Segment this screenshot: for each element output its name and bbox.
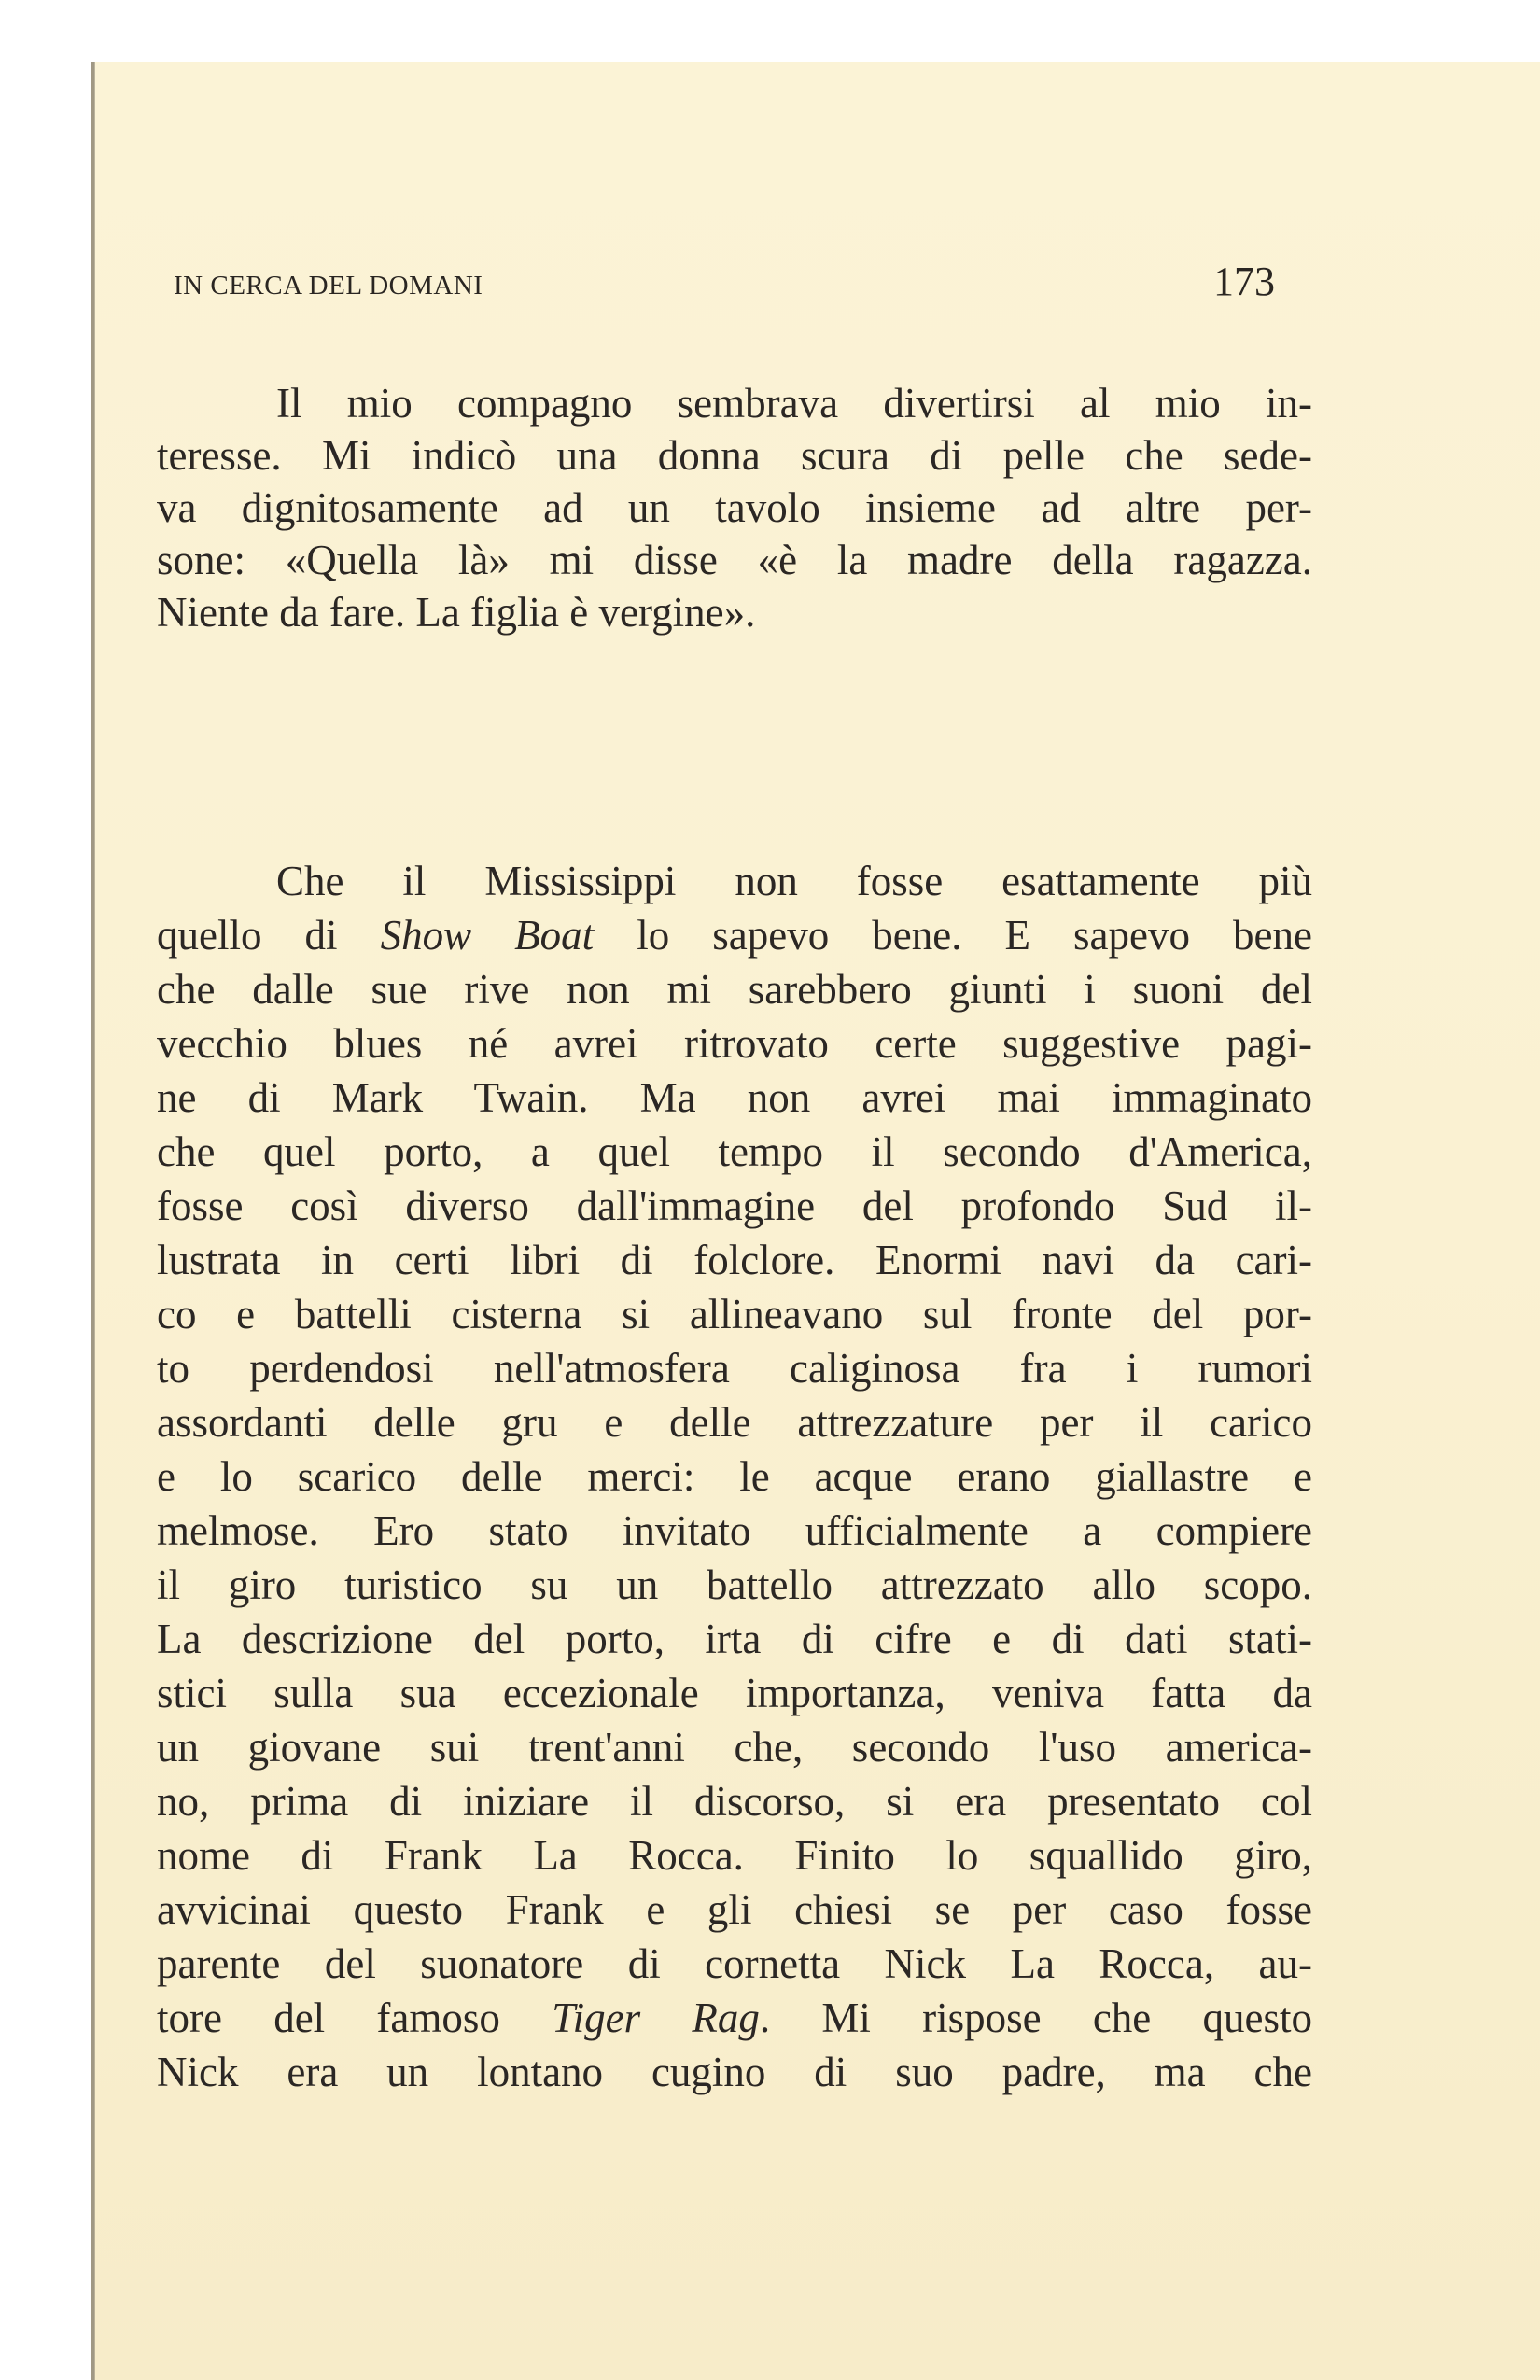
text-line: che quel porto, a quel tempo il secondo d'America,	[157, 1128, 1312, 1175]
text-line-with-title	[157, 909, 1312, 961]
text-fragment: tore del famoso	[157, 1995, 553, 2041]
text-line: parente del suonatore di cornetta Nick La Rocca, au-	[157, 1940, 1312, 1987]
text-line: un giovane sui trent'anni che, secondo l'uso america-	[157, 1724, 1312, 1771]
italic-title-tiger-rag: Tiger Rag	[552, 1995, 760, 2041]
italic-title-show-boat: Show Boat	[380, 912, 595, 959]
running-head: IN CERCA DEL DOMANI	[174, 271, 483, 301]
text-line: Nick era un lontano cugino di suo padre, ma che	[157, 2049, 1312, 2095]
text-line: Che il Mississippi non fosse esattamente più	[276, 858, 1312, 904]
page-number: 173	[1213, 259, 1275, 304]
text-line: ne di Mark Twain. Ma non avrei mai immaginato	[157, 1074, 1312, 1121]
text-line: che dalle sue rive non mi sarebbero giunti i suoni del	[157, 966, 1312, 1013]
text-line: lustrata in certi libri di folclore. Enormi navi da cari-	[157, 1237, 1312, 1283]
text-line: sone: «Quella là» mi disse «è la madre della ragazza.	[157, 537, 1312, 583]
text-line: melmose. Ero stato invitato ufficialmente a compiere	[157, 1507, 1312, 1554]
text-line: Il mio compagno sembrava divertirsi al mio in-	[276, 380, 1312, 427]
text-fragment: quello di	[157, 912, 381, 959]
text-line: teresse. Mi indicò una donna scura di pelle che sede-	[157, 432, 1312, 479]
text-line: nome di Frank La Rocca. Finito lo squallido giro,	[157, 1832, 1312, 1879]
text-line: il giro turistico su un battello attrezzato allo scopo.	[157, 1561, 1312, 1608]
text-line-with-title	[157, 1992, 1312, 2044]
text-line: no, prima di iniziare il discorso, si era presentato col	[157, 1778, 1312, 1825]
text-line: fosse così diverso dall'immagine del profondo Sud il-	[157, 1183, 1312, 1229]
text-line: va dignitosamente ad un tavolo insieme ad altre per-	[157, 484, 1312, 531]
text-line: e lo scarico delle merci: le acque erano giallastre e	[157, 1453, 1312, 1500]
text-line: assordanti delle gru e delle attrezzature per il carico	[157, 1399, 1312, 1446]
text-line: co e battelli cisterna si allineavano sul fronte del por-	[157, 1291, 1312, 1337]
text-line: to perdendosi nell'atmosfera caliginosa fra i rumori	[157, 1345, 1312, 1392]
text-line: Niente da fare. La figlia è vergine».	[157, 589, 756, 636]
text-fragment: lo sapevo bene. E sapevo bene	[594, 912, 1312, 959]
text-fragment: . Mi rispose che questo	[759, 1995, 1312, 2041]
text-line: La descrizione del porto, irta di cifre e di dati stati-	[157, 1616, 1312, 1662]
text-line: stici sulla sua eccezionale importanza, veniva fatta da	[157, 1670, 1312, 1716]
text-line: avvicinai questo Frank e gli chiesi se per caso fosse	[157, 1886, 1312, 1933]
text-line: vecchio blues né avrei ritrovato certe suggestive pagi-	[157, 1020, 1312, 1067]
